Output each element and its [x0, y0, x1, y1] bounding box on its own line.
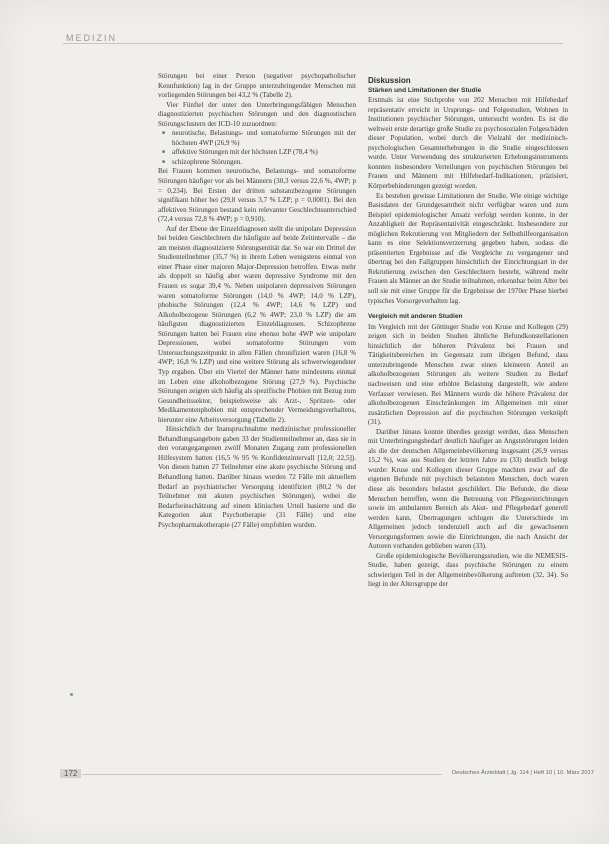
- paragraph: Im Vergleich mit der Göttinger Studie von Kruse und Kollegen (29) zeigen sich in beiden Studien ähnliche Befundkonstellationen hinsichtlich der höheren Prävalenz bei Frauen und Tätigkeitsbereichen im Gegensatz zum übrigen Befund, dass unterzubringende Menschen zwar einen kleineren Anteil an alkoholbezogenen Störungen als weitere Studien zu Bedarf nachweisen und eine erhöhte Belastung dargestellt, wie andere Verfasser verwiesen. Bei Männern wurde die höhere Prävalenz der alkoholbezogenen Einschränkungen im Allgemeinen mit einer zusätzlichen Depression auf die psychischen Störungen verknüpft (31).: [368, 322, 568, 427]
- paragraph: Erstmals ist eine Stichprobe von 202 Menschen mit Hilfebedarf repräsentativ erreicht in Ursprungs- und Folgestudien, Wohnen in Institutionen psychischer Störungen, untersucht worden. Es ist die weltweit erste derartige große Studie zu psychosozialen Folgeschäden dieser Population, wobei durch die Vielzahl der medizinisch-psychologischen Gesamterhebungen in die Studie eingeschlossen wurde. Unter Verwendung des strukturierten Erhebungsinstruments konnten insbesondere Verteilungen von psychischen Störungen bei Frauen und Männern mit Hilfebedarf-Indikationen, präzisiert, Körperbehinderungen gezeigt worden.: [368, 96, 568, 191]
- list-item: ■ affektive Störungen mit der höchsten LZP (78,4 %): [172, 148, 356, 158]
- left-column: [158, 72, 356, 530]
- scan-speck: [70, 693, 73, 696]
- subsection-heading: Stärken und Limitationen der Studie: [368, 86, 482, 94]
- bullet-list: [158, 129, 356, 167]
- list-item: ■ schizophrene Störungen.: [172, 158, 356, 168]
- paragraph: Große epidemiologische Bevölkerungsstudien, wie die NEMESIS-Studie, haben gezeigt, dass psychische Störungen zu einem schwierigen Teil in der Allgemeinbevölkerung auftreten (32, 34). So liegt in der Altersgruppe der: [368, 551, 568, 589]
- right-column: [368, 76, 568, 590]
- paragraph: Bei Frauen kommen neurotische, Belastungs- und somatoforme Störungen häufiger vor als bei Männern (30,3 versus 22,6 %, 4WP; p = 0,234). Bei Ersten der dritten substanzbezogene Störungen signifikant höher bei (29,8 versus 3,7 % LZP; p = 0,0001). Bei den affektiven Störungen bestand kein relevanter Geschlechtsunterschied (72,4 versus 72,8 % 4WP; p = 0,910).: [158, 167, 356, 224]
- subsection-heading: Vergleich mit anderen Studien: [368, 313, 463, 321]
- page-header-rule: [63, 33, 563, 44]
- paragraph: Vier Fünftel der unter den Unterbringungsfähigen Menschen diagnostizierten psychischen Störungen und den diagnostischen Störungsclustern der ICD-10 zuzuordnen:: [158, 100, 356, 128]
- section-heading: Diskussion: [368, 76, 411, 85]
- paragraph: Darüber hinaus konnte überdies gezeigt werden, dass Menschen mit Unterbringungsbedarf deutlich häufiger an Angststörungen leiden als die der deutschen Allgemeinbevölkerung insgesamt (26,9 versus 15,2 %), was aus Studien der letzten Jahre zu (33) deutlich belegt wurde: Kruse und Kollegen dieser Gruppe machten zwar auf die eigenen Befunde mit psychisch belasteten Menschen, doch waren diese als besonders belastet geschildert. Die Befunde, die diese Menschen betreffen, wenn die Betreuung von Pflegeeinrichtungen sowie im ambulanten Bereich als Akut- und Pflegebedarf generell werden kann, Übertragungen schlugen die Unterschiede im Allgemeinen jedoch tendenziell auch auf die gewachsenen Versorgungsformen sowie die Einrichtungen, die nach Ansicht der Autoren vorhanden geblieben waren (33).: [368, 427, 568, 551]
- list-item: ■ neurotische, Belastungs- und somatoforme Störungen mit der höchsten 4WP (26,9 %): [172, 129, 356, 148]
- journal-citation: Deutsches Ärzteblatt | Jg. 114 | Heft 10 | 10. März 2017: [452, 770, 594, 776]
- paragraph: Hinsichtlich der Inanspruchnahme medizinischer professioneller Behandlungsangebote gaben 33 der Studienteilnehmer an, dass sie in den vorangegangenen zwölf Monaten Zugang zum professionellen Hilfesystem hatten (16,5 % 95 % Konfidenzintervall [12,0; 22,5]). Von diesen hatten 27 Teilnehmer eine akute psychische Störung und Behandlung hatten. Darüber hinaus wurden 72 Fälle mit aktuellem Bedarf an psychiatrischer Versorgung identifiziert (80,2 % der Teilnehmer mit akuten psychischen Störungen), wobei die Bedarfseinschätzung auf einem klinischen Urteil basierte und die Kategorien akut Psychotherapie (31 Fälle) und eine Psychopharmakotherapie (27 Fälle) empfohlen wurden.: [158, 425, 356, 529]
- section-label: MEDIZIN: [66, 33, 117, 43]
- footer-rule: [82, 774, 442, 775]
- paragraph: Störungen bei einer Person (negativer psychopatholischer Kennfunktion) lag in der Gruppe unterzubringender Menschen mit vorliegenden Störungen bei 43,2 % (Tabelle 2).: [158, 72, 356, 100]
- paragraph: Auf der Ebene der Einzeldiagnosen stellt die unipolare Depression bei beiden Geschlechtern die häufigste auf beide Zeitintervalle – die am meisten diagnostizierte Störungsentität dar. So war ein Drittel der Studienteilnehmer (35,7 %) in ihrem Leben wenigstens einmal von einer Phase einer majoren Major-Depression betroffen. Etwas mehr als doppelt so häufig aber waren depressive Syndrome mit den Frauen es sogar 39,4 %. Neben unipolaren depressiven Störungen waren somatoforme Störungen (14,0 % 4WP; 14,0 % LZP), phobische Störungen (12,4 % 4WP; 14,6 % LZP) und Alkoholbezogene Störungen (6,2 % 4WP; 23,0 % LZP) die am häufigsten diagnostizierten Einzeldiagnosen. Schizophrene Störungen hatten bei Frauen eine ebenso hohe 4WP wie unipolare Depressionen, wobei somatoforme Störungen vom Untersuchungszeitpunkt in allen Fällen chronifiziert waren (16,8 % 4WP; 16,8 % LZP) und eine weitere Störung als schwerwiegendster Typ ergaben. Über ein Viertel der Männer hatte mindestens einmal im Leben eine alkoholbezogene Störung (27,9 %). Psychische Störungen zeigten sich häufig als spezifische Phobien mit Bezug zum Gesundheitssektor, beispielsweise als Arzt-, Spritzen- oder Medikamentenphobien mit entsprechender Vermeidungsverhaltens, hierunter eine Arbeitsversorgung (Tabelle 2).: [158, 224, 356, 424]
- paragraph: Es bestehen gewisse Limitationen der Studie. Wie einige wichtige Basisdaten der Grundgesamtheit nicht verfügbar waren und zum Beispiel epidemiologischer Ansatz verfolgt werden konnte, in der Anzahligkeit der Repräsentativität eingeschränkt. Insbesondere zur möglichen Rekrutierung von Mitgliedern der Selbsthilfeorganisation kann es eine Selektionsverzerrung gegeben haben, sodass die präsentierten Ergebnisse auf die Vergleiche zu vergangener und übertrag bei den Fallgruppen hinsichtlich der Einrichtungsart in der Rekrutierung zwischen den Geschlechtern besteht, während mehr Frauen als Männer an der Studie teilnahmen, erkennbar beim Alter bei soll sie mit einer Gruppe für die Ergebnisse der 1970er Phase hierbei typisches Vorsorgeverhalten lag.: [368, 191, 568, 305]
- page-number: 172: [60, 769, 81, 778]
